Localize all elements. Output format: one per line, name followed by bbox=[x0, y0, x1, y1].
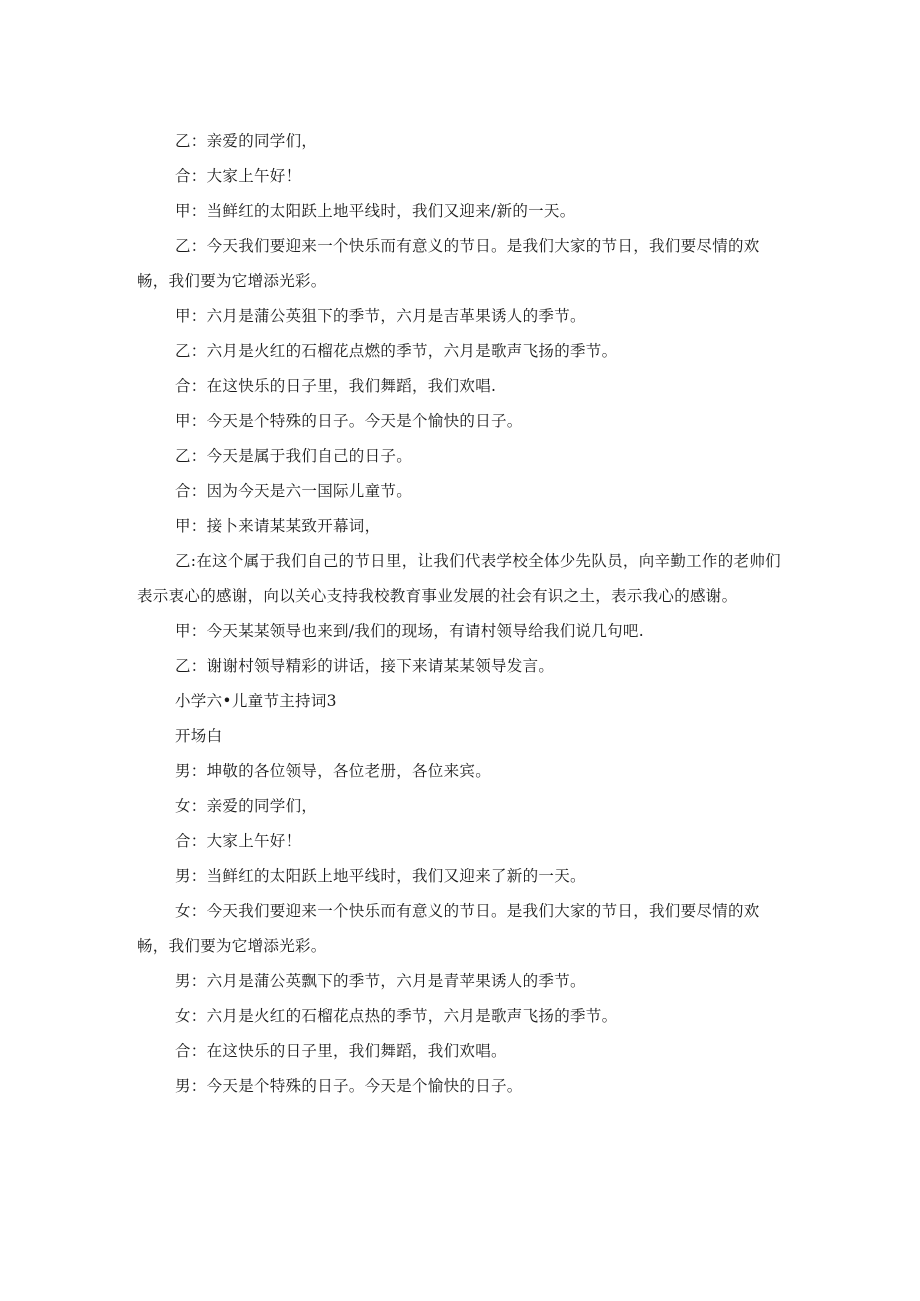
paragraph: 甲：今天是个特殊的日子。今天是个愉快的日子。 bbox=[175, 412, 523, 430]
paragraph: 男：当鲜红的太阳跃上地平线时，我们又迎来了新的一天。 bbox=[175, 867, 586, 885]
paragraph: 合：在这快乐的日子里，我们舞蹈，我们欢唱。 bbox=[175, 1042, 507, 1060]
paragraph: 乙：六月是火红的石榴花点燃的季节，六月是歌声飞扬的季节。 bbox=[175, 342, 618, 360]
paragraph: 男：六月是蒲公英飘下的季节，六月是青苹果诱人的季节。 bbox=[175, 972, 586, 990]
paragraph: 女：六月是火红的石榴花点热的季节，六月是歌声飞扬的季节。 bbox=[175, 1007, 618, 1025]
paragraph: 乙：今天我们要迎来一个快乐而有意义的节日。是我们大家的节日，我们要尽情的欢畅，我们要为它增添光彩。 bbox=[137, 237, 760, 290]
paragraph: 女：亲爱的同学们， bbox=[175, 797, 318, 815]
paragraph: 合：在这快乐的日子里，我们舞蹈，我们欢唱. bbox=[175, 377, 497, 395]
paragraph: 乙:在这个属于我们自己的节日里，让我们代表学校全体少先队员，向辛勤工作的老帅们表示衷心的感谢，向以关心支持我校教育事业发展的社会有识之土，表示我心的感谢。 bbox=[137, 552, 781, 605]
paragraph: 男：今天是个特殊的日子。今天是个愉快的日子。 bbox=[175, 1077, 523, 1095]
paragraph: 乙：今天是属于我们自己的日子。 bbox=[175, 447, 413, 465]
paragraph: 甲：今天某某领导也来到/我们的现场，有请村领导给我们说几句吧. bbox=[175, 622, 644, 640]
paragraph: 合：因为今天是六一国际儿童节。 bbox=[175, 482, 413, 500]
paragraph: 乙：谢谢村领导精彩的讲话，接下来请某某领导发言。 bbox=[175, 657, 555, 675]
subsection-heading: 开场白 bbox=[175, 727, 223, 745]
paragraph: 甲：接卜来请某某致开幕词， bbox=[175, 517, 381, 535]
paragraph: 甲：六月是蒲公英狙下的季节，六月是吉革果诱人的季节。 bbox=[175, 307, 586, 325]
paragraph: 男：坤敬的各位领导，各位老册，各位来宾。 bbox=[175, 762, 492, 780]
paragraph: 合：大家上午好！ bbox=[175, 167, 302, 185]
document-body bbox=[137, 124, 784, 1104]
paragraph: 女：今天我们要迎来一个快乐而有意义的节日。是我们大家的节日，我们要尽情的欢畅，我们要为它增添光彩。 bbox=[137, 902, 760, 955]
paragraph: 乙：亲爱的同学们， bbox=[175, 132, 318, 150]
paragraph: 甲：当鲜红的太阳跃上地平线时，我们又迎来/新的一天。 bbox=[175, 202, 576, 220]
section-heading: 小学六•儿童节主持词3 bbox=[175, 692, 337, 710]
paragraph: 合：大家上午好！ bbox=[175, 832, 302, 850]
